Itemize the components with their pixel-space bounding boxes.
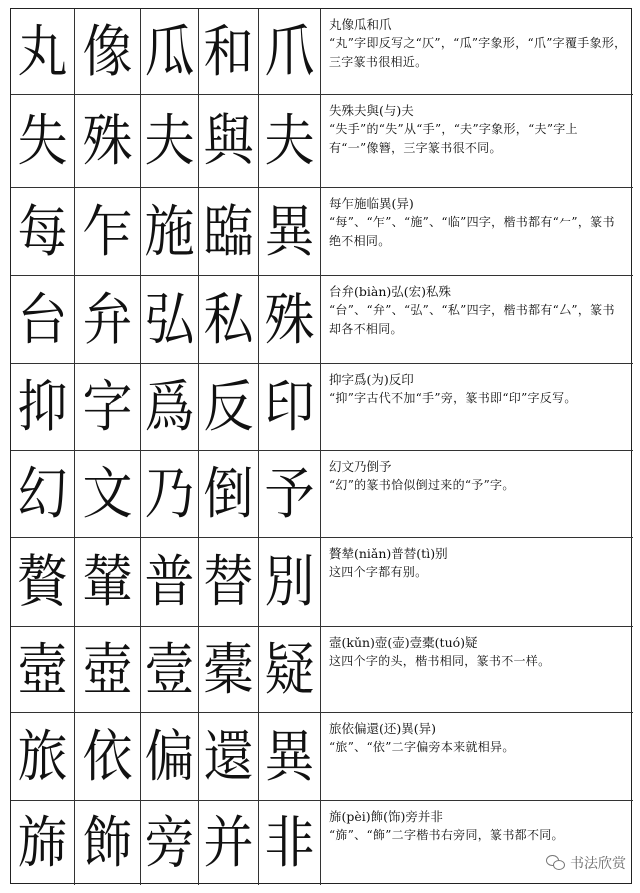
note-body: “每”、“乍”、“施”、“临”四字，楷书都有“𠂉”，篆书绝不相同。 — [329, 215, 615, 248]
seal-character: 壺 — [82, 637, 133, 702]
note-title: 旅依偏還(还)異(异) — [329, 721, 437, 736]
seal-character-cell — [75, 364, 141, 450]
seal-character: 壼 — [17, 637, 68, 702]
seal-character: 非 — [264, 810, 315, 876]
seal-character: 施 — [144, 199, 195, 264]
seal-character: 橐 — [203, 637, 254, 702]
watermark — [546, 853, 626, 873]
seal-character: 疑 — [264, 637, 315, 702]
seal-character-cell — [199, 9, 259, 94]
seal-character-cell — [199, 276, 259, 363]
seal-character-cell — [141, 188, 199, 275]
seal-character: 旆 — [17, 810, 68, 876]
seal-character-cell — [141, 276, 199, 363]
character-table — [10, 8, 632, 884]
note-title: 台弁(biàn)弘(宏)私殊 — [329, 284, 452, 299]
seal-character-cell — [259, 276, 321, 363]
seal-character-cell — [141, 95, 199, 187]
seal-character-cell — [11, 95, 75, 187]
seal-character: 臨 — [203, 199, 254, 264]
note-body: “丸”字即反写之“仄”，“瓜”字象形，“爪”字覆手象形，三字篆书很相近。 — [329, 36, 627, 69]
seal-character: 夫 — [144, 108, 195, 174]
seal-character: 文 — [82, 461, 133, 527]
seal-character-cell — [199, 713, 259, 800]
seal-character-cell — [75, 188, 141, 275]
row-note — [321, 627, 633, 712]
seal-character: 異 — [264, 199, 315, 264]
seal-character: 普 — [144, 549, 195, 615]
note-body: 这四个字的头，楷书相同，篆书不一样。 — [329, 654, 551, 668]
wechat-icon — [546, 855, 566, 871]
table-row — [11, 188, 633, 276]
row-note — [321, 9, 633, 94]
seal-character-cell — [75, 801, 141, 885]
seal-character: 還 — [203, 724, 254, 789]
note-body: “抑”字古代不加“手”旁，篆书即“印”字反写。 — [329, 391, 577, 405]
note-title: 幻文乃倒予 — [329, 459, 392, 474]
seal-character-cell — [259, 364, 321, 450]
seal-character: 失 — [17, 108, 68, 174]
seal-character: 殊 — [82, 108, 133, 174]
seal-character-cell — [141, 451, 199, 537]
seal-character-cell — [141, 627, 199, 712]
seal-character: 異 — [264, 724, 315, 789]
seal-character: 壹 — [144, 637, 195, 702]
seal-character: 弘 — [144, 287, 195, 352]
seal-character-cell — [259, 713, 321, 800]
note-body: “失手”的“失”从“手”，“夫”字象形，“夫”字上有“一”像簪，三字篆书很不同。 — [329, 122, 578, 155]
seal-character: 與 — [203, 108, 254, 174]
seal-character-cell — [11, 188, 75, 275]
seal-character-cell — [75, 538, 141, 626]
seal-character-cell — [199, 538, 259, 626]
seal-character: 爲 — [144, 374, 195, 440]
seal-character-cell — [11, 801, 75, 885]
table-row — [11, 9, 633, 95]
seal-character: 私 — [203, 287, 254, 352]
seal-character: 乍 — [82, 199, 133, 264]
seal-character-cell — [199, 801, 259, 885]
seal-character-cell — [259, 801, 321, 885]
watermark-text: 书法欣赏 — [570, 856, 626, 872]
seal-character-cell — [11, 627, 75, 712]
seal-character-cell — [11, 276, 75, 363]
seal-character-cell — [259, 538, 321, 626]
seal-character-cell — [199, 95, 259, 187]
table-row — [11, 276, 633, 364]
seal-character-cell — [141, 713, 199, 800]
seal-character: 旁 — [144, 810, 195, 876]
seal-character-cell — [11, 364, 75, 450]
seal-character-cell — [11, 451, 75, 537]
table-row — [11, 451, 633, 538]
seal-character-cell — [259, 95, 321, 187]
table-row — [11, 627, 633, 713]
seal-character: 贅 — [17, 549, 68, 615]
seal-character: 字 — [82, 374, 133, 440]
seal-character: 每 — [17, 199, 68, 264]
row-note — [321, 188, 633, 275]
seal-character-cell — [259, 9, 321, 94]
seal-character-cell — [75, 627, 141, 712]
seal-character-cell — [141, 801, 199, 885]
seal-character-cell — [199, 188, 259, 275]
note-title: 丸像瓜和爪 — [329, 17, 392, 32]
seal-character-cell — [259, 627, 321, 712]
seal-character: 像 — [82, 19, 133, 84]
note-body: “旆”、“飾”二字楷书右旁同，篆书都不同。 — [329, 828, 564, 842]
seal-character-cell — [199, 627, 259, 712]
note-title: 失殊夫與(与)夫 — [329, 103, 414, 118]
seal-character: 殊 — [264, 287, 315, 352]
seal-character: 并 — [203, 810, 254, 876]
row-note — [321, 538, 633, 626]
seal-character: 依 — [82, 724, 133, 789]
seal-character-cell — [75, 713, 141, 800]
seal-character-cell — [75, 9, 141, 94]
seal-character: 予 — [264, 461, 315, 527]
seal-character-cell — [75, 451, 141, 537]
table-row — [11, 364, 633, 451]
row-note — [321, 95, 633, 187]
seal-character: 瓜 — [144, 19, 195, 84]
seal-character: 飾 — [82, 810, 133, 876]
seal-character: 弁 — [82, 287, 133, 352]
note-title: 旆(pèi)飾(饰)旁并非 — [329, 809, 443, 824]
table-row — [11, 801, 633, 885]
row-note — [321, 364, 633, 450]
reference-sheet — [10, 8, 632, 884]
seal-character-cell — [11, 538, 75, 626]
seal-character-cell — [75, 95, 141, 187]
seal-character-cell — [11, 713, 75, 800]
table-row — [11, 713, 633, 801]
note-body: “台”、“弁”、“弘”、“私”四字，楷书都有“厶”，篆书却各不相同。 — [329, 303, 615, 336]
seal-character-cell — [75, 276, 141, 363]
seal-character-cell — [199, 451, 259, 537]
seal-character: 夫 — [264, 108, 315, 174]
seal-character: 別 — [264, 549, 315, 615]
seal-character: 抑 — [17, 374, 68, 440]
seal-character: 乃 — [144, 461, 195, 527]
table-row — [11, 95, 633, 188]
note-body: “旅”、“依”二字偏旁本来就相异。 — [329, 740, 515, 754]
seal-character: 爪 — [264, 19, 315, 84]
note-title: 抑字爲(为)反印 — [329, 372, 414, 387]
seal-character: 印 — [264, 374, 315, 440]
seal-character: 倒 — [203, 461, 254, 527]
seal-character: 反 — [203, 374, 254, 440]
seal-character-cell — [141, 9, 199, 94]
seal-character-cell — [11, 9, 75, 94]
seal-character: 幻 — [17, 461, 68, 527]
seal-character: 台 — [17, 287, 68, 352]
seal-character-cell — [259, 188, 321, 275]
seal-character: 旅 — [17, 724, 68, 789]
seal-character: 丸 — [17, 19, 68, 84]
table-row — [11, 538, 633, 627]
row-note — [321, 713, 633, 800]
seal-character-cell — [259, 451, 321, 537]
note-body: “幻”的篆书恰似倒过来的“予”字。 — [329, 478, 515, 492]
note-body: 这四个字都有别。 — [329, 565, 428, 579]
note-title: 每乍施临異(异) — [329, 196, 414, 211]
seal-character: 和 — [203, 19, 254, 84]
seal-character: 偏 — [144, 724, 195, 789]
note-title: 壼(kǔn)壺(壶)壹橐(tuó)疑 — [329, 635, 478, 650]
seal-character: 替 — [203, 549, 254, 615]
seal-character: 輦 — [82, 549, 133, 615]
note-title: 贅辇(niǎn)普替(tì)别 — [329, 546, 448, 561]
row-note — [321, 276, 633, 363]
seal-character-cell — [141, 364, 199, 450]
seal-character-cell — [199, 364, 259, 450]
row-note — [321, 451, 633, 537]
seal-character-cell — [141, 538, 199, 626]
